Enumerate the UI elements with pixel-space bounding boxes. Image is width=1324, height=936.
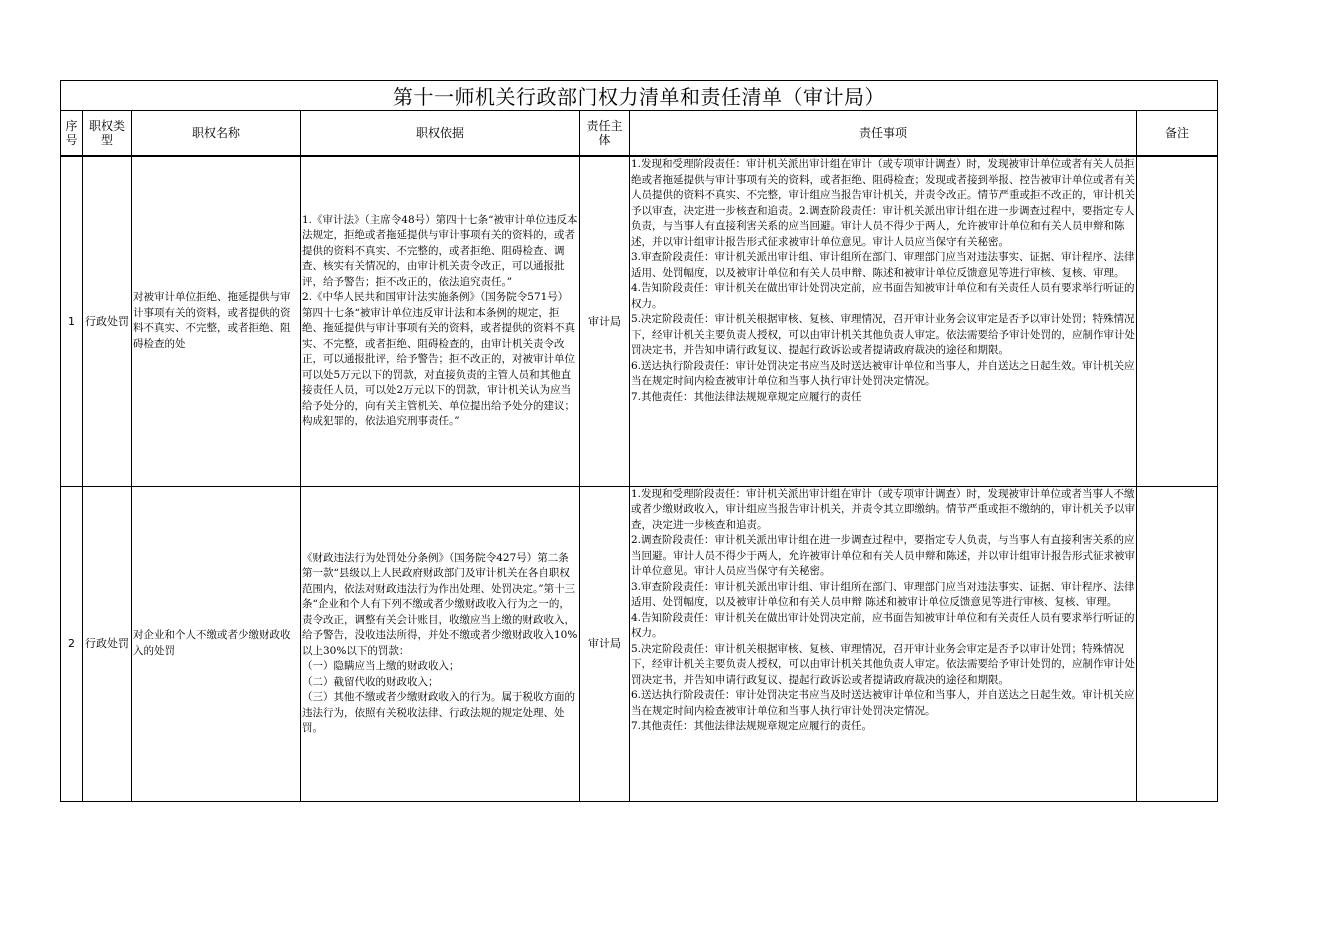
duty-item: 6.送达执行阶段责任：审计处罚决定书应当及时送达被审计单位和当事人，并自送达之日起生效。审计机关应当在规定时间内检查被审计单位和当事人执行审计处罚决定情况。 — [631, 689, 1135, 717]
cell-basis — [301, 156, 580, 486]
basis-paragraph: （一）隐瞒应当上缴的财政收入； — [302, 660, 460, 672]
cell-seq: 2 — [61, 486, 83, 801]
duty-item: 4.告知阶段责任：审计机关在做出审计处罚决定前，应书面告知被审计单位和有关责任人员有要求举行听证的权力。 — [631, 282, 1135, 310]
duty-item: 1.发现和受理阶段责任：审计机关派出审计组在审计（或专项审计调查）时，发现被审计单位或者有关人员拒绝或者拖延提供与审计事项有关的资料，或者拒绝、阻碍检查；发现或者接到举报、控告被审计单位或者有关人员提供的资料不真实、不完整，审计组应当报告审计机关，并责令改正。情节严重或拒不改正的，审计机关予以审查，决定进一步核查和追责。2.调查阶段责任：审计机关派出审计组在进一步调查过程中，要指定专人负责，与当事人有直接利害关系的应当回避。审计人员不得少于两人，允许被审计单位和有关人员申辩和陈述，并以审计组审计报告形式征求被审计单位意见。审计人员应当保守有关秘密。 — [631, 158, 1135, 248]
duty-item: 6.送达执行阶段责任：审计处罚决定书应当及时送达被审计单位和当事人，并自送达之日起生效。审计机关应当在规定时间内检查被审计单位和当事人执行审计处罚决定情况。 — [631, 359, 1135, 387]
cell-name: 对被审计单位拒绝、拖延提供与审计事项有关的资料，或者提供的资料不真实、不完整，或者拒绝、阻碍检查的处 — [132, 156, 301, 486]
cell-name: 对企业和个人不缴或者少缴财政收入的处罚 — [132, 486, 301, 801]
cell-basis — [301, 486, 580, 801]
basis-paragraph: 2.《中华人民共和国审计法实施条例》（国务院令571号）第四十七条“被审计单位违反审计法和本条例的规定，拒绝、拖延提供与审计事项有关的资料，或者提供的资料不真实、不完整，或者拒绝、阻碍检查的，由审计机关责令改正，可以通报批评，给予警告；拒不改正的，对被审计单位可以处5万元以下的罚款，对直接负责的主管人员和其他直接责任人员，可以处2万元以下的罚款，审计机关认为应当给予处分的，向有关主管机关、单位提出给予处分的建议；构成犯罪的，依法追究刑事责任。” — [302, 291, 575, 428]
header-basis: 职权依据 — [301, 111, 580, 157]
header-subject: 责任主体 — [580, 111, 630, 157]
cell-remarks — [1137, 156, 1218, 486]
duty-item: 1.发现和受理阶段责任：审计机关派出审计组在审计（或专项审计调查）时，发现被审计单位或者当事人不缴或者少缴财政收入，审计组应当报告审计机关，并责令其立即缴纳。情节严重或拒不缴纳的，审计机关予以审查，决定进一步核查和追责。 — [631, 487, 1135, 531]
header-remarks: 备注 — [1137, 111, 1218, 157]
duty-item: 7.其他责任：其他法律法规规章规定应履行的责任 — [631, 390, 862, 403]
duty-item: 2.调查阶段责任：审计机关派出审计组在进一步调查过程中，要指定专人负责，与当事人有直接利害关系的应当回避。审计人员不得少于两人，允许被审计单位和有关人员申辩和陈述，并以审计组审计报告形式征求被审计单位意见。审计人员应当保守有关秘密。 — [631, 534, 1135, 577]
basis-paragraph: （二）截留代收的财政收入； — [302, 675, 439, 688]
duty-item: 7.其他责任：其他法律法规规章规定应履行的责任。 — [631, 720, 873, 732]
header-row — [61, 111, 1218, 157]
cell-duties — [630, 156, 1137, 486]
duty-item: 5.决定阶段责任：审计机关根据审核、复核、审理情况，召开审计业务会议审定是否予以审计处罚；特殊情况下，经审计机关主要负责人授权，可以由审计机关其他负责人审定。依法需要给予审计处罚的，应制作审计处罚决定书，并告知申请行政复议、提起行政诉讼或者提请政府裁决的途径和期限。 — [631, 313, 1135, 356]
cell-subject: 审计局 — [580, 486, 630, 801]
cell-seq: 1 — [61, 156, 83, 486]
header-name: 职权名称 — [132, 111, 301, 157]
duty-item: 5.决定阶段责任：审计机关根据审核、复核、审理情况，召开审计业务会审定是否予以审计处罚；特殊情况下，经审计机关主要负责人授权，可以由审计机关其他负责人审定。依法需要给予审计处罚的，应制作审计处罚决定书，并告知申请行政复议、提起行政诉讼或者提请政府裁决的途径和期限。 — [631, 642, 1135, 686]
basis-paragraph: 《财政违法行为处罚处分条例》（国务院令427号）第二条第一款“县级以上人民政府财政部门及审计机关在各自职权范围内，依法对财政违法行为作出处理、处罚决定。”第十三条“企业和个人有下列不缴或者少缴财政收入行为之一的，责令改正，调整有关会计账目，收缴应当上缴的财政收入，给予警告，没收违法所得，并处不缴或者少缴财政收入10%以上30%以下的罚款： — [302, 551, 578, 657]
duty-item: 3.审查阶段责任：审计机关派出审计组、审计组所在部门、审理部门应当对违法事实、证据、审计程序、法律适用、处罚幅度，以及被审计单位和有关人员申辩 陈述和被审计单位反馈意见等进行审核、复核、审理。 — [631, 580, 1135, 608]
table-title: 第十一师机关行政部门权力清单和责任清单（审计局） — [61, 81, 1218, 111]
basis-paragraph: （三）其他不缴或者少缴财政收入的行为。属于税收方面的违法行为，依照有关税收法律、行政法规的规定处理、处罚。 — [302, 691, 575, 734]
header-seq: 序号 — [61, 111, 83, 157]
table-row — [61, 486, 1218, 801]
power-list-sheet — [60, 80, 1190, 802]
cell-type: 行政处罚 — [83, 486, 132, 801]
header-duties: 责任事项 — [630, 111, 1137, 157]
duty-item: 4.告知阶段责任：审计机关在做出审计处罚决定前，应书面告知被审计单位和有关责任人员有要求举行听证的权力。 — [631, 611, 1135, 639]
cell-type: 行政处罚 — [83, 156, 132, 486]
cell-remarks — [1137, 486, 1218, 801]
cell-duties — [630, 486, 1137, 801]
table-row — [61, 156, 1218, 486]
power-list-table — [60, 80, 1218, 802]
header-type: 职权类型 — [83, 111, 132, 157]
cell-subject: 审计局 — [580, 156, 630, 486]
duty-item: 3.审查阶段责任：审计机关派出审计组、审计组所在部门、审理部门应当对违法事实、证据、审计程序、法律适用、处罚幅度，以及被审计单位和有关人员申辩、陈述和被审计单位反馈意见等进行审核、复核、审理。 — [631, 251, 1135, 279]
basis-paragraph: 1.《审计法》（主席令48号）第四十七条“被审计单位违反本法规定，拒绝或者拖延提供与审计事项有关的资料的，或者提供的资料不真实、不完整的，或者拒绝、阻碍检查、调查、核实有关情况的，由审计机关责令改正，可以通报批评，给予警告；拒不改正的，依法追究责任。” — [302, 213, 578, 288]
